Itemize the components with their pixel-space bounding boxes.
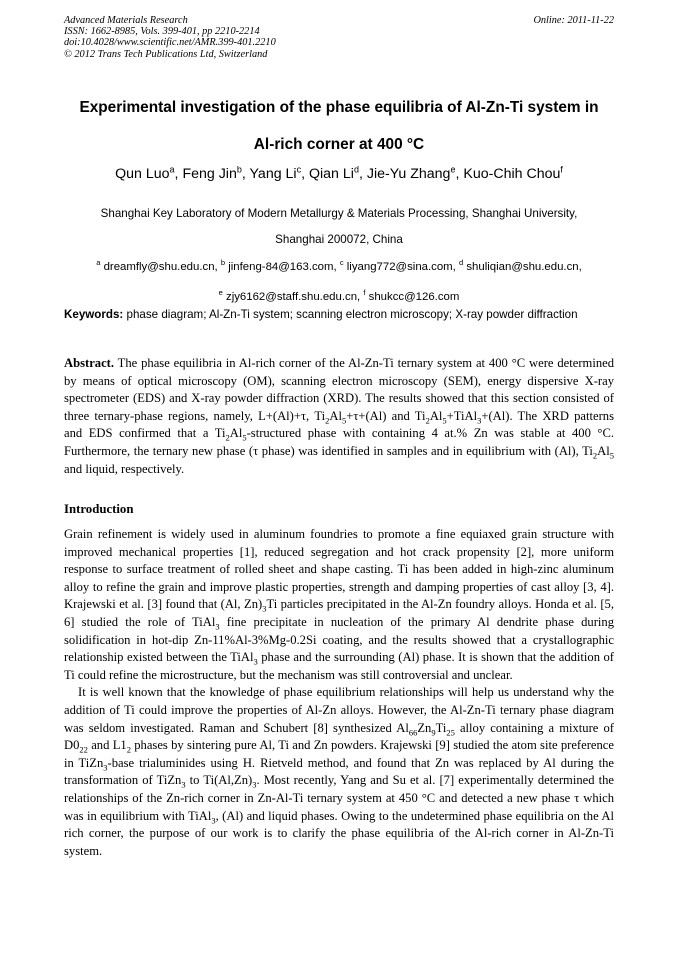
online-date: Online: 2011-11-22 xyxy=(533,15,614,26)
affiliation xyxy=(50,201,628,253)
email-link[interactable]: shuliqian@shu.edu.cn, xyxy=(466,260,582,273)
author: Qian Li$^d$, xyxy=(308,164,367,182)
paper-title xyxy=(54,89,624,163)
section-heading-introduction: Introduction xyxy=(64,502,134,516)
keywords-text: phase diagram; Al-Zn-Ti system; scanning electron microscopy; X-ray powder diffraction xyxy=(126,308,578,321)
author: Feng Jin$^b$, xyxy=(182,164,250,182)
issn-line: ISSN: 1662-8985, Vols. 399-401, pp 2210-2214 xyxy=(64,26,260,38)
author: Qun Luo$^a$, xyxy=(115,164,183,182)
email-link[interactable]: jinfeng-84@163.com, xyxy=(228,260,337,273)
keywords xyxy=(64,307,614,323)
email-line-1: $^a$ dreamfly@shu.edu.cn, $^b$ jinfeng-84@163.com, $^c$ liyang772@sina.com, $^d$ shuliqian@shu.edu.cn, xyxy=(96,258,582,273)
title-line-1: Experimental investigation of the phase equilibria of Al-Zn-Ti system in xyxy=(79,99,599,116)
email-link[interactable]: zjy6162@staff.shu.edu.cn, xyxy=(226,290,361,303)
email-link[interactable]: dreamfly@shu.edu.cn, xyxy=(103,260,218,273)
author-list xyxy=(40,164,638,182)
copyright-line: © 2012 Trans Tech Publications Ltd, Switzerland xyxy=(64,48,268,60)
keywords-label: Keywords: xyxy=(64,308,124,321)
author: Yang Li$^c$, xyxy=(249,164,309,182)
journal-name: Advanced Materials Research xyxy=(64,15,188,26)
introduction-body xyxy=(64,526,614,860)
paragraph: Grain refinement is widely used in aluminum foundries to promote a fine equiaxed grain structure with improved mechanical properties [1], reduced segregation and hot crack propensity [2], more uniform response to surface treatment of rolled sheet and shape casting. Ti has been added in high-zinc aluminum alloy to refine the grain and improve plastic properties, strength and damping properties of cast alloy [3, 4]. Krajewski et al. [3] found that (Al, $Zn)_3Ti$ particles precipitated in the Al-Zn foundry alloys. Honda et al. [5, 6] studied the role of TiAl$_3$ fine precipitate in nucleation of the primary Al dendrite phase during solidification in hot-dip Zn-11%Al-3%Mg-0.2Si coating, and the results showed that a crystallographic relationship existed between the TiAl$_3$ phase and the surrounding (Al) phase. It is shown that the addition of Ti could refine the microstructure, but the mechanism was still controversial and unclear. xyxy=(64,527,614,682)
author: Jie-Yu Zhang$^e$, xyxy=(366,164,464,182)
email-link[interactable]: shukcc@126.com xyxy=(368,290,460,303)
abstract: Abstract. The phase equilibria in Al-rich corner of the Al-Zn-Ti ternary system at 400 °C were determined by means of optical microscopy (OM), scanning electron microscopy (SEM), energy dispersive X-ray spectrometer (EDS) and X-ray powder diffraction (XRD). The results showed that this section consisted of three ternary-phase regions, namely, L+(Al)+τ, $Ti_2Al_5+\tau+(Al)$ and $Ti_2Al_5+TiAl_3+(Al)$. The XRD patterns and EDS confirmed that a $Ti_2Al_5$-structured phase with containing 4 at.% Zn was stable at 400 °C. Furthermore, the ternary new phase (τ phase) was identified in samples and in equilibrium with (Al), $Ti_2Al_5$ and liquid, respectively. xyxy=(64,356,614,476)
author-emails xyxy=(44,250,634,310)
title-line-2: Al-rich corner at 400 °C xyxy=(253,136,425,153)
affiliation-line-1: Shanghai Key Laboratory of Modern Metallurgy & Materials Processing, Shanghai University, xyxy=(100,207,578,220)
journal-header xyxy=(64,15,614,60)
email-line-2: $^e$ zjy6162@staff.shu.edu.cn, $^f$ shukcc@126.com xyxy=(218,287,460,303)
doi-line: doi:10.4028/www.scientific.net/AMR.399-401.2210 xyxy=(64,37,276,49)
affiliation-line-2: Shanghai 200072, China xyxy=(275,233,403,246)
paragraph: It is well known that the knowledge of phase equilibrium relationships will help us understand why the addition of Ti could improve the properties of Al-Zn alloys. However, the Al-Zn-Ti ternary phase diagram was seldom investigated. Raman and Schubert [8] synthesized $Al_{66}Zn_9Ti_{25}$ alloy containing a mixture of $D0_{22}$ and $L1_2$ phases by sintering pure Al, Ti and Zn powders. Krajewski [9] studied the atom site preference in TiZn$_3$-base trialuminides using H. Rietveld method, and found that Zn was replaced by Al during the transformation of TiZn$_3$ to $Ti(Al,Zn)_3$. Most recently, Yang and Su et al. [7] experimentally determined the relationships of the Zn-rich corner in Zn-Al-Ti ternary system at 450 °C and detected a new phase τ which was in equilibrium with TiAl$_3$, (Al) and liquid phases. Owing to the undetermined phase equilibria on the Al rich corner, the purpose of our work is to clarify the phase equilibria of the Al-rich corner in Al-Zn-Ti system. xyxy=(64,685,615,858)
author: Kuo-Chih Chou$^f$ xyxy=(463,164,563,182)
email-link[interactable]: liyang772@sina.com, xyxy=(346,260,456,273)
abstract-label: Abstract. xyxy=(64,356,115,370)
